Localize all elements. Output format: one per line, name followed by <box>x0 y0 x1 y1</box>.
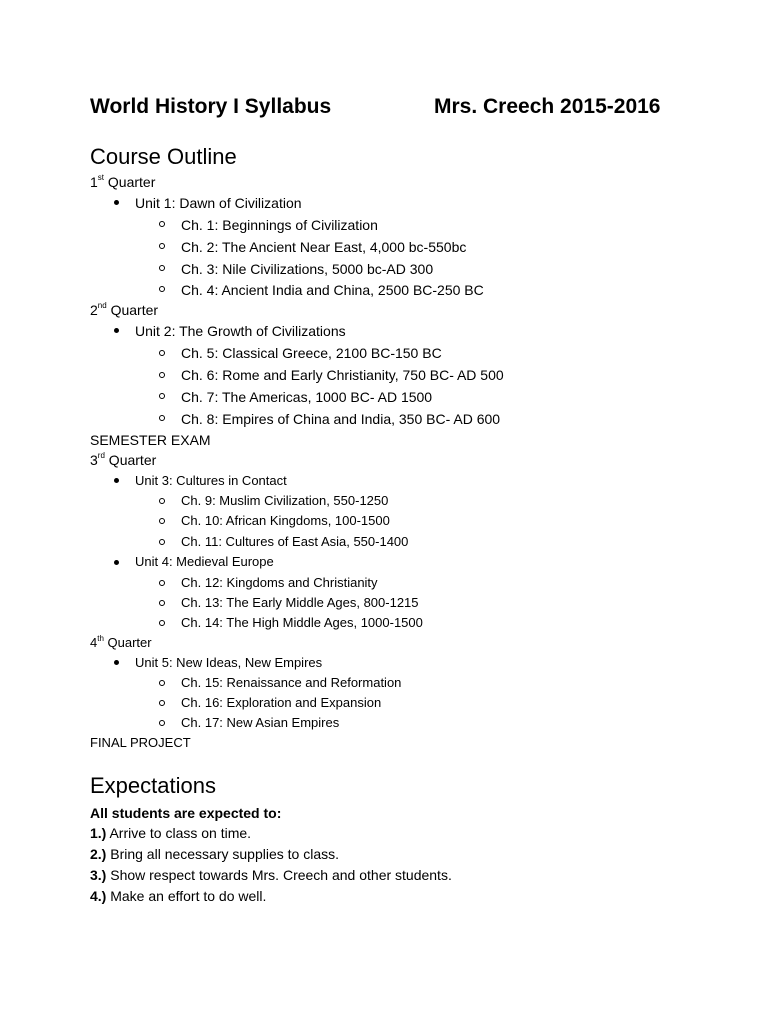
circle-bullet-icon <box>159 243 165 249</box>
unit-3: Unit 3: Cultures in Contact <box>135 473 287 488</box>
expectation-item: 1.) Arrive to class on time. <box>90 825 252 841</box>
unit-4: Unit 4: Medieval Europe <box>135 554 274 569</box>
circle-bullet-icon <box>159 393 165 399</box>
circle-bullet-icon <box>159 600 165 606</box>
bullet-icon <box>114 328 119 333</box>
bullet-icon <box>114 478 119 483</box>
chapter-item: Ch. 14: The High Middle Ages, 1000-1500 <box>181 615 423 630</box>
chapter-item: Ch. 13: The Early Middle Ages, 800-1215 <box>181 595 419 610</box>
circle-bullet-icon <box>159 680 165 686</box>
chapter-item: Ch. 16: Exploration and Expansion <box>181 695 382 710</box>
circle-bullet-icon <box>159 518 165 524</box>
semester-exam: SEMESTER EXAM <box>90 432 211 448</box>
quarter-1-label: 1st Quarter <box>90 173 156 190</box>
quarter-3-label: 3rd Quarter <box>90 451 157 468</box>
document-title: World History I Syllabus <box>90 95 332 118</box>
title-row <box>90 92 690 124</box>
chapter-item: Ch. 9: Muslim Civilization, 550-1250 <box>181 493 389 508</box>
quarter-4-label: 4th Quarter <box>90 633 152 650</box>
chapter-item: Ch. 7: The Americas, 1000 BC- AD 1500 <box>181 389 433 405</box>
circle-bullet-icon <box>159 221 165 227</box>
bullet-icon <box>114 560 119 565</box>
chapter-item: Ch. 17: New Asian Empires <box>181 715 340 730</box>
chapter-item: Ch. 2: The Ancient Near East, 4,000 bc-550bc <box>181 239 467 255</box>
expectation-item: 2.) Bring all necessary supplies to class. <box>90 846 340 862</box>
circle-bullet-icon <box>159 580 165 586</box>
expectations-intro: All students are expected to: <box>90 805 282 821</box>
expectations-heading: Expectations <box>90 773 216 798</box>
unit-2: Unit 2: The Growth of Civilizations <box>135 323 346 339</box>
quarter-2-label: 2nd Quarter <box>90 301 159 318</box>
chapter-item: Ch. 10: African Kingdoms, 100-1500 <box>181 513 390 528</box>
circle-bullet-icon <box>159 265 165 271</box>
course-outline-heading: Course Outline <box>90 144 237 169</box>
chapter-item: Ch. 1: Beginnings of Civilization <box>181 217 378 233</box>
teacher-year: Mrs. Creech 2015-2016 <box>434 95 661 118</box>
expectation-item: 3.) Show respect towards Mrs. Creech and other students. <box>90 867 452 883</box>
unit-1: Unit 1: Dawn of Civilization <box>135 195 302 211</box>
chapter-item: Ch. 15: Renaissance and Reformation <box>181 675 402 690</box>
expectation-item: 4.) Make an effort to do well. <box>90 888 267 904</box>
chapter-item: Ch. 12: Kingdoms and Christianity <box>181 575 378 590</box>
final-project: FINAL PROJECT <box>90 735 191 750</box>
bullet-icon <box>114 200 119 205</box>
chapter-item: Ch. 11: Cultures of East Asia, 550-1400 <box>181 534 409 549</box>
circle-bullet-icon <box>159 350 165 356</box>
circle-bullet-icon <box>159 720 165 726</box>
circle-bullet-icon <box>159 286 165 292</box>
circle-bullet-icon <box>159 498 165 504</box>
circle-bullet-icon <box>159 539 165 545</box>
chapter-item: Ch. 5: Classical Greece, 2100 BC-150 BC <box>181 345 442 361</box>
chapter-item: Ch. 8: Empires of China and India, 350 BC- AD 600 <box>181 411 501 427</box>
chapter-item: Ch. 3: Nile Civilizations, 5000 bc-AD 300 <box>181 261 434 277</box>
bullet-icon <box>114 660 119 665</box>
chapter-item: Ch. 6: Rome and Early Christianity, 750 BC- AD 500 <box>181 367 504 383</box>
circle-bullet-icon <box>159 415 165 421</box>
circle-bullet-icon <box>159 372 165 378</box>
circle-bullet-icon <box>159 620 165 626</box>
circle-bullet-icon <box>159 700 165 706</box>
chapter-item: Ch. 4: Ancient India and China, 2500 BC-250 BC <box>181 282 484 298</box>
unit-5: Unit 5: New Ideas, New Empires <box>135 655 323 670</box>
